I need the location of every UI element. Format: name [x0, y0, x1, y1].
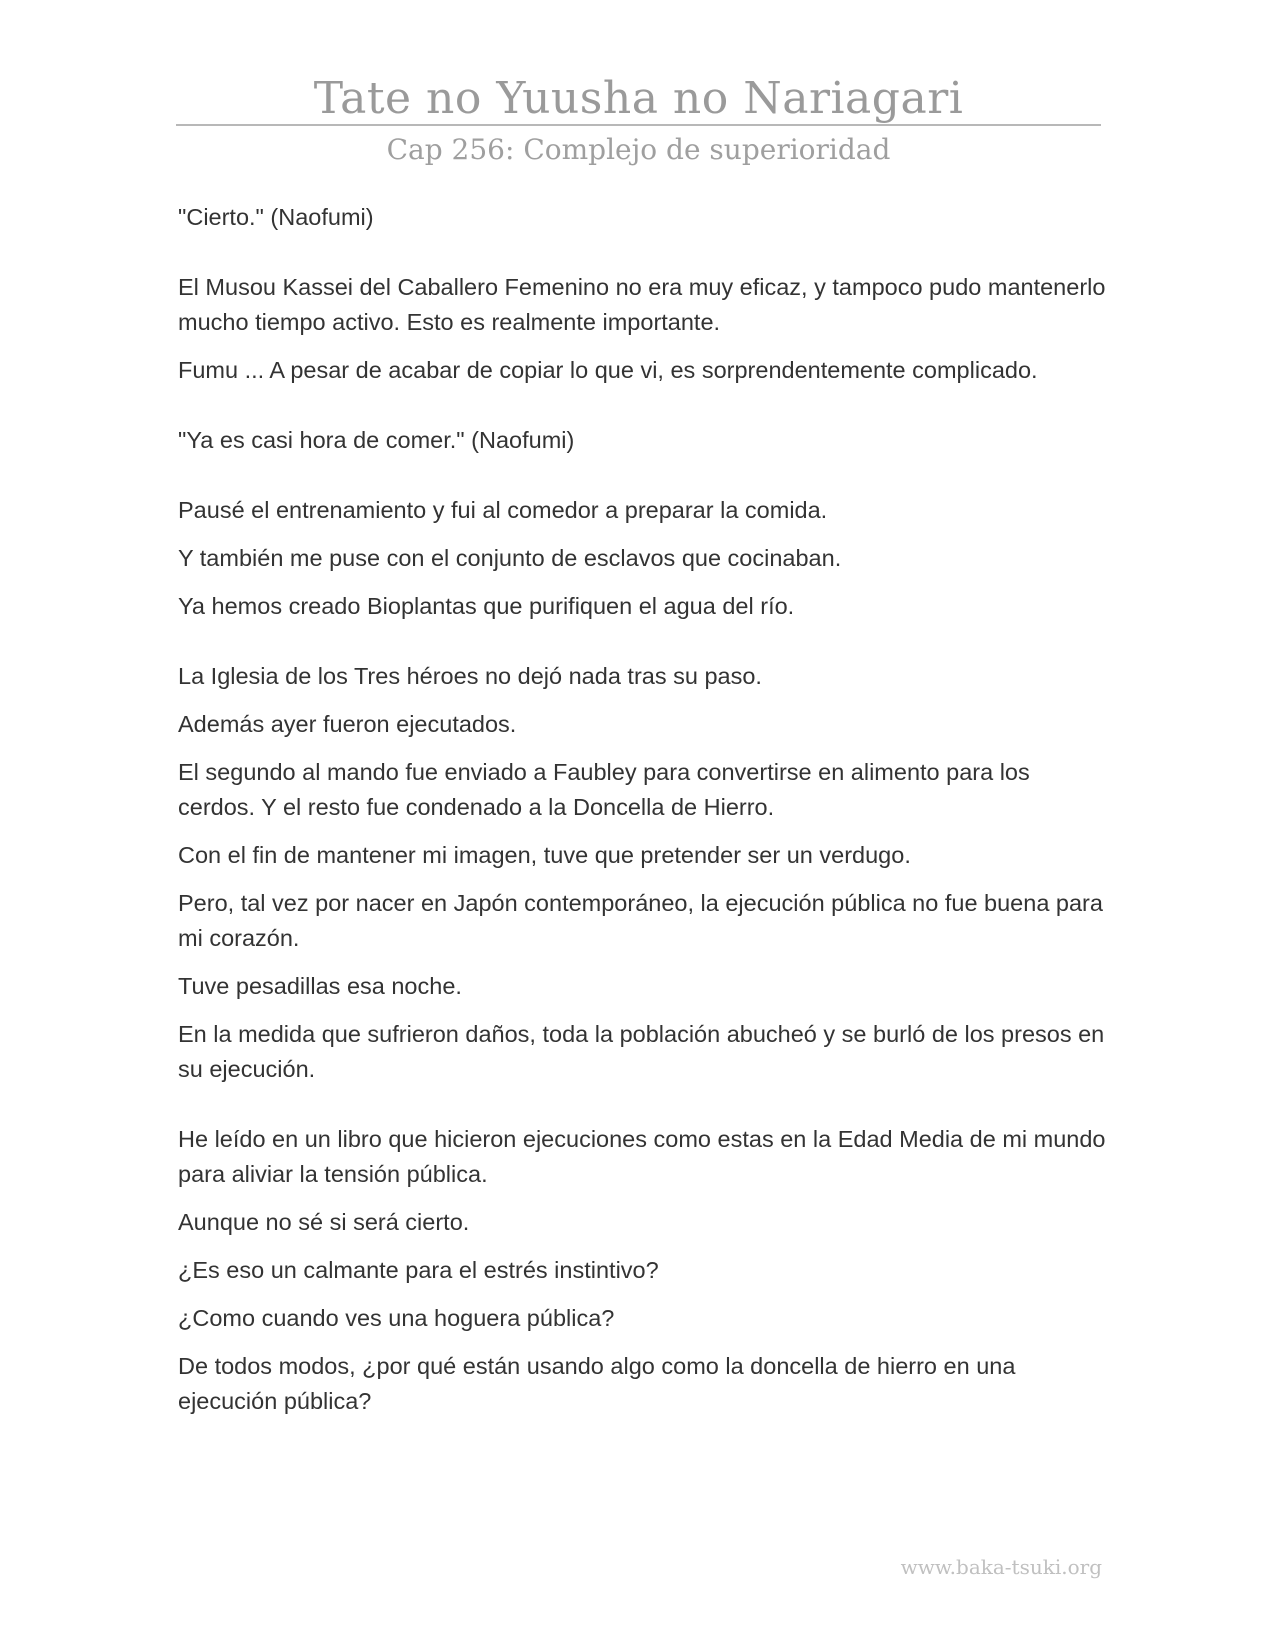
- paragraph: De todos modos, ¿por qué están usando algo como la doncella de hierro en una ejecución pública?: [178, 1353, 1016, 1414]
- title-divider: [176, 124, 1101, 126]
- chapter-subtitle: Cap 256: Complejo de superioridad: [386, 133, 891, 166]
- paragraph: En la medida que sufrieron daños, toda la población abucheó y se burló de los presos en su ejecución.: [178, 1021, 1105, 1082]
- paragraph: Tuve pesadillas esa noche.: [178, 973, 462, 999]
- paragraph: "Cierto." (Naofumi): [178, 204, 374, 230]
- paragraph: ¿Es eso un calmante para el estrés instintivo?: [178, 1257, 659, 1283]
- paragraph: Aunque no sé si será cierto.: [178, 1209, 470, 1235]
- source-url: www.baka-tsuki.org: [900, 1555, 1102, 1579]
- paragraph: Y también me puse con el conjunto de esclavos que cocinaban.: [178, 545, 842, 571]
- paragraph: He leído en un libro que hicieron ejecuciones como estas en la Edad Media de mi mundo para aliviar la tensión pública.: [178, 1126, 1106, 1187]
- paragraph: Además ayer fueron ejecutados.: [178, 711, 517, 737]
- paragraph: El Musou Kassei del Caballero Femenino no era muy eficaz, y tampoco pudo mantenerlo mucho tiempo activo. Esto es realmente importante.: [178, 274, 1106, 335]
- page-title: Tate no Yuusha no Nariagari: [313, 73, 964, 124]
- paragraph: Con el fin de mantener mi imagen, tuve que pretender ser un verdugo.: [178, 842, 911, 868]
- paragraph: Pausé el entrenamiento y fui al comedor a preparar la comida.: [178, 497, 828, 523]
- paragraph: Ya hemos creado Bioplantas que purifiquen el agua del río.: [178, 593, 795, 619]
- paragraph: Pero, tal vez por nacer en Japón contemporáneo, la ejecución pública no fue buena para mi corazón.: [178, 890, 1103, 951]
- paragraph: "Ya es casi hora de comer." (Naofumi): [178, 427, 575, 453]
- paragraph: La Iglesia de los Tres héroes no dejó nada tras su paso.: [178, 663, 762, 689]
- paragraph: El segundo al mando fue enviado a Faubley para convertirse en alimento para los cerdos. Y el resto fue condenado a la Doncella de Hierro.: [178, 759, 1030, 820]
- paragraph: Fumu ... A pesar de acabar de copiar lo que vi, es sorprendentemente complicado.: [178, 357, 1038, 383]
- chapter-body: [178, 200, 1108, 1432]
- paragraph: ¿Como cuando ves una hoguera pública?: [178, 1305, 615, 1331]
